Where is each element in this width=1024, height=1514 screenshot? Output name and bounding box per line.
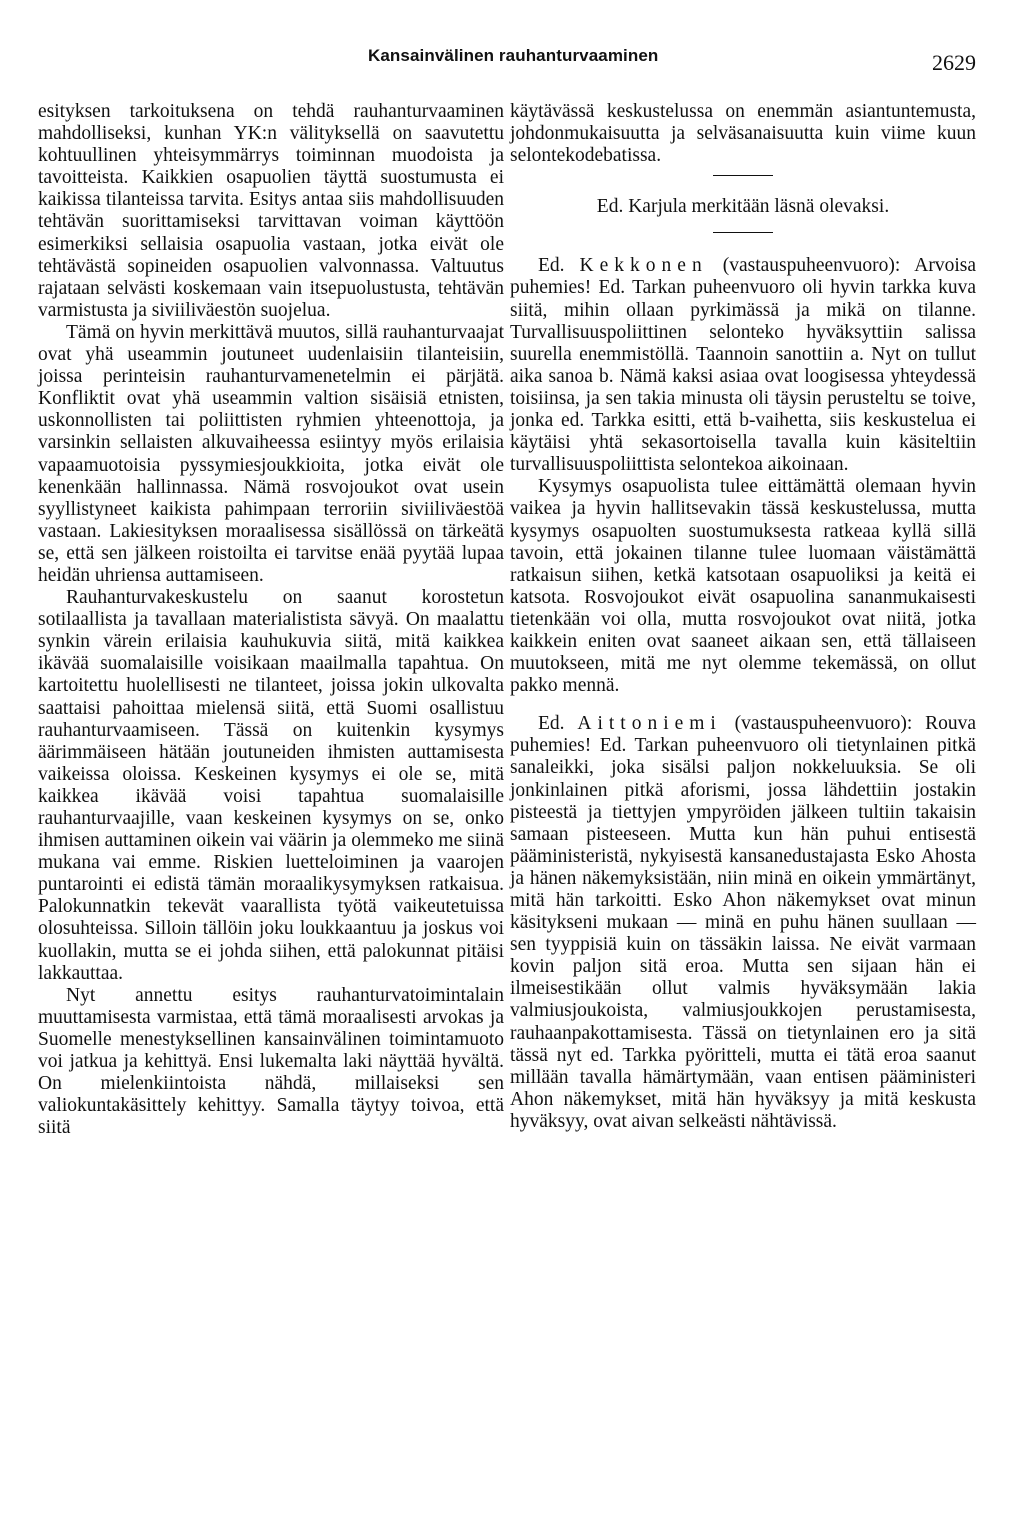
spacer [510, 697, 976, 713]
attendance-note: Ed. Karjula merkitään läsnä olevaksi. [596, 196, 890, 218]
speech-text: Rouva puhemies! Ed. Tarkan puheenvuoro oli tietynlainen pitkä sanaleikki, joka sisälsi paljon nokkeluuksia. Se oli jonkinlainen pitkä aforismi, jossa lähdettiin jostakin pisteestä ja tiettyjen ympyröiden jälkeen tultiin takaisin samaan pisteeseen. Mutta kun hän puhui entisestä pääministeristä, nykyisestä kansanedustajasta Esko Ahosta ja hänen näkemyksistään, niin minä en oikein ymmärtänyt, mitä hän tarkoitti. Esko Ahon näkemykset ovat minun käsitykseni mukaan — minä en puhu hänen suullaan — sen tyyppisiä kuin on tässäkin laissa. Ne eivät varmaan kovin paljon sitä eroa. Mutta sen sijaan hän ei ilmeisestikään ollut valmis hyväksymään lakia valmiusjoukoista, valmiusjoukkojen perustamisesta, rauhaanpakottamisesta. Tässä on tietynlainen ero ja sitä tässä nyt ed. Tarkka pyöritteli, mutta ei tätä eroa saanut millään tavalla hämärtymään, vaan entisen pääministeri Ahon näkemykset, mitä hän hyväksyy ja mitä keskusta hyväksyy, ovat aivan selkeästi nähtävissä. [510, 713, 977, 1132]
page-number: 2629 [932, 50, 976, 75]
header-title: Kansainvälinen rauhanturvaaminen [368, 46, 659, 65]
section-divider [713, 232, 773, 233]
speaker-prefix: Ed. [538, 255, 565, 277]
paragraph: Nyt annettu esitys rauhanturvatoimintalain muuttamisesta varmistaa, että tämä moraalisesti arvokas ja Suomelle menestyksellinen kansainvälinen toimintamuoto voi jatkua ja kehittyä. Ensi lukemalta laki näyttää hyvältä. On mielenkiintoista nähdä, millaiseksi sen valiokuntakäsittely kehittyy. Samalla täytyy toivoa, että siitä [38, 984, 504, 1139]
speech-type: (vastauspuheenvuoro): [734, 713, 913, 735]
speaker-name: Aittoniemi [577, 713, 722, 735]
speech-text: Arvoisa puhemies! Ed. Tarkan puheenvuoro oli hyvin tarkka kuva siitä, mihin ollaan pyrkimässä ja mikä on tilanne. Turvallisuuspoliittinen selonteko hyväksyttiin salissa suurella enemmistöllä. Taannoin sanottiin a. Nyt on tullut aika sanoa b. Nämä kaksi asiaa ovat loogisessa yhteydessä toisiinsa, ja sen takia minusta oli täysin perusteltu se toive, jonka ed. Tarkka esitti, että b-vaihetta, siis keskustelua ei käytäisi yhtä sekasortoisella tavalla kuin käsiteltiin turvallisuuspoliittista selontekoa aikoinaan. [510, 255, 976, 476]
paragraph: Tämä on hyvin merkittävä muutos, sillä rauhanturvaajat ovat yhä useammin joutuneet uudenlaisiin tilanteisiin, joissa perinteisin rauhanturvamenetelmin ei pärjätä. Konfliktit ovat yhä useammin valtion sisäisiä etnisten, uskonnollisten tai poliittisten ryhmien yhteenottoja, ja varsinkin sellaisten alkuvaiheessa esiintyy myös erilaisia vapaamuotoisia pyssymiesjoukkioita, jotka eivät ole kenenkään hallinnassa. Nämä rosvojoukot ovat usein syyllistyneet kaikista pahimpaan terroriin siviiliväestöä vastaan. Lakiesityksen moraalisessa sisällössä on tärkeätä se, että sen jälkeen roistoilta ei tarvitse enää pyytää lupaa heidän uhriensa auttamiseen. [38, 321, 504, 586]
paragraph: Kysymys osapuolista tulee eittämättä olemaan hyvin vaikea ja hyvin hallitsevakin tässä keskustelussa, mutta kysymys osapuolten suostumuksesta ratkeaa kyllä sillä tavoin, että jokainen tilanne tulee luomaan väistämättä ratkaisun siihen, ketkä katsotaan osapuoliksi ja keitä ei katsota. Rosvojoukot eivät osapuolina sananmukaisesti tietenkään voi olla, mutta rosvojoukot ovat niitä, jotka kaikkein eniten ovat saaneet aikaan sen, että tällaiseen muutokseen, mitä me nyt olemme tekemässä, on ollut pakko mennä. [510, 476, 976, 697]
speaker-name: Kekkonen [579, 255, 708, 277]
speaker-prefix: Ed. [538, 713, 565, 735]
left-column [38, 101, 504, 1139]
speech-type: (vastauspuheenvuoro): [722, 255, 901, 277]
paragraph: Rauhanturvakeskustelu on saanut korostetun sotilaallista ja tavallaan materialistista sävyä. On maalattu synkin värein erilaisia kauhukuvia siitä, mitä kaikkea ikävää suomalaisille voisikaan maailmalla tapahtua. On kartoitettu huolellisesti ne tilanteet, joissa jokin ulkovalta saattaisi pahoittaa mielensä siitä, että Suomi osallistuu rauhanturvaamiseen. Tässä on kuitenkin kysymys äärimmäiseen hätään joutuneiden ihmisten auttamisesta vaikeissa oloissa. Keskeinen kysymys ei ole se, mitä kaikkea ikävää voisi tapahtua suomalaisille rauhanturvaajille, vaan keskeinen kysymys on se, onko ihmisen auttaminen oikein vai väärin ja olemmeko me siinä mukana vai emme. Riskien luetteloiminen ja vaarojen puntarointi ei edistä tämän moraalikysymyksen ratkaisua. Palokunnatkin tekevät vaarallista työtä vaikeutetuissa olosuhteissa. Silloin tällöin joku loukkaantuu ja joskus voi kuollakin, mutta se ei johda siihen, että palokunnat pitäisi lakkauttaa. [38, 587, 504, 984]
right-column [510, 101, 976, 1133]
paragraph: käytävässä keskustelussa on enemmän asiantuntemusta, johdonmukaisuutta ja selväsanaisuutta kuin viime kuun selontekodebatissa. [510, 101, 976, 167]
paragraph: esityksen tarkoituksena on tehdä rauhanturvaaminen mahdolliseksi, kunhan YK:n välityksellä on saavutettu kohtuullinen yhteisymmärrys toiminnan muodoista ja tavoitteista. Kaikkien osapuolien täyttä suostumusta ei kaikissa tilanteissa tarvita. Esitys antaa siis mahdollisuuden tehtävän suorittamiseksi tarvittavan voiman käyttöön esimerkiksi sellaisia osapuolia vastaan, jotka eivät ole tehtävästä sopineiden osapuolien valvonnassa. Valtuutus rajataan selvästi koskemaan vain itsepuolustusta, tehtävän varmistusta ja siviiliväestön suojelua. [38, 101, 504, 321]
speech-opening [510, 255, 976, 476]
speech-opening [510, 713, 976, 1133]
section-divider [713, 175, 773, 176]
